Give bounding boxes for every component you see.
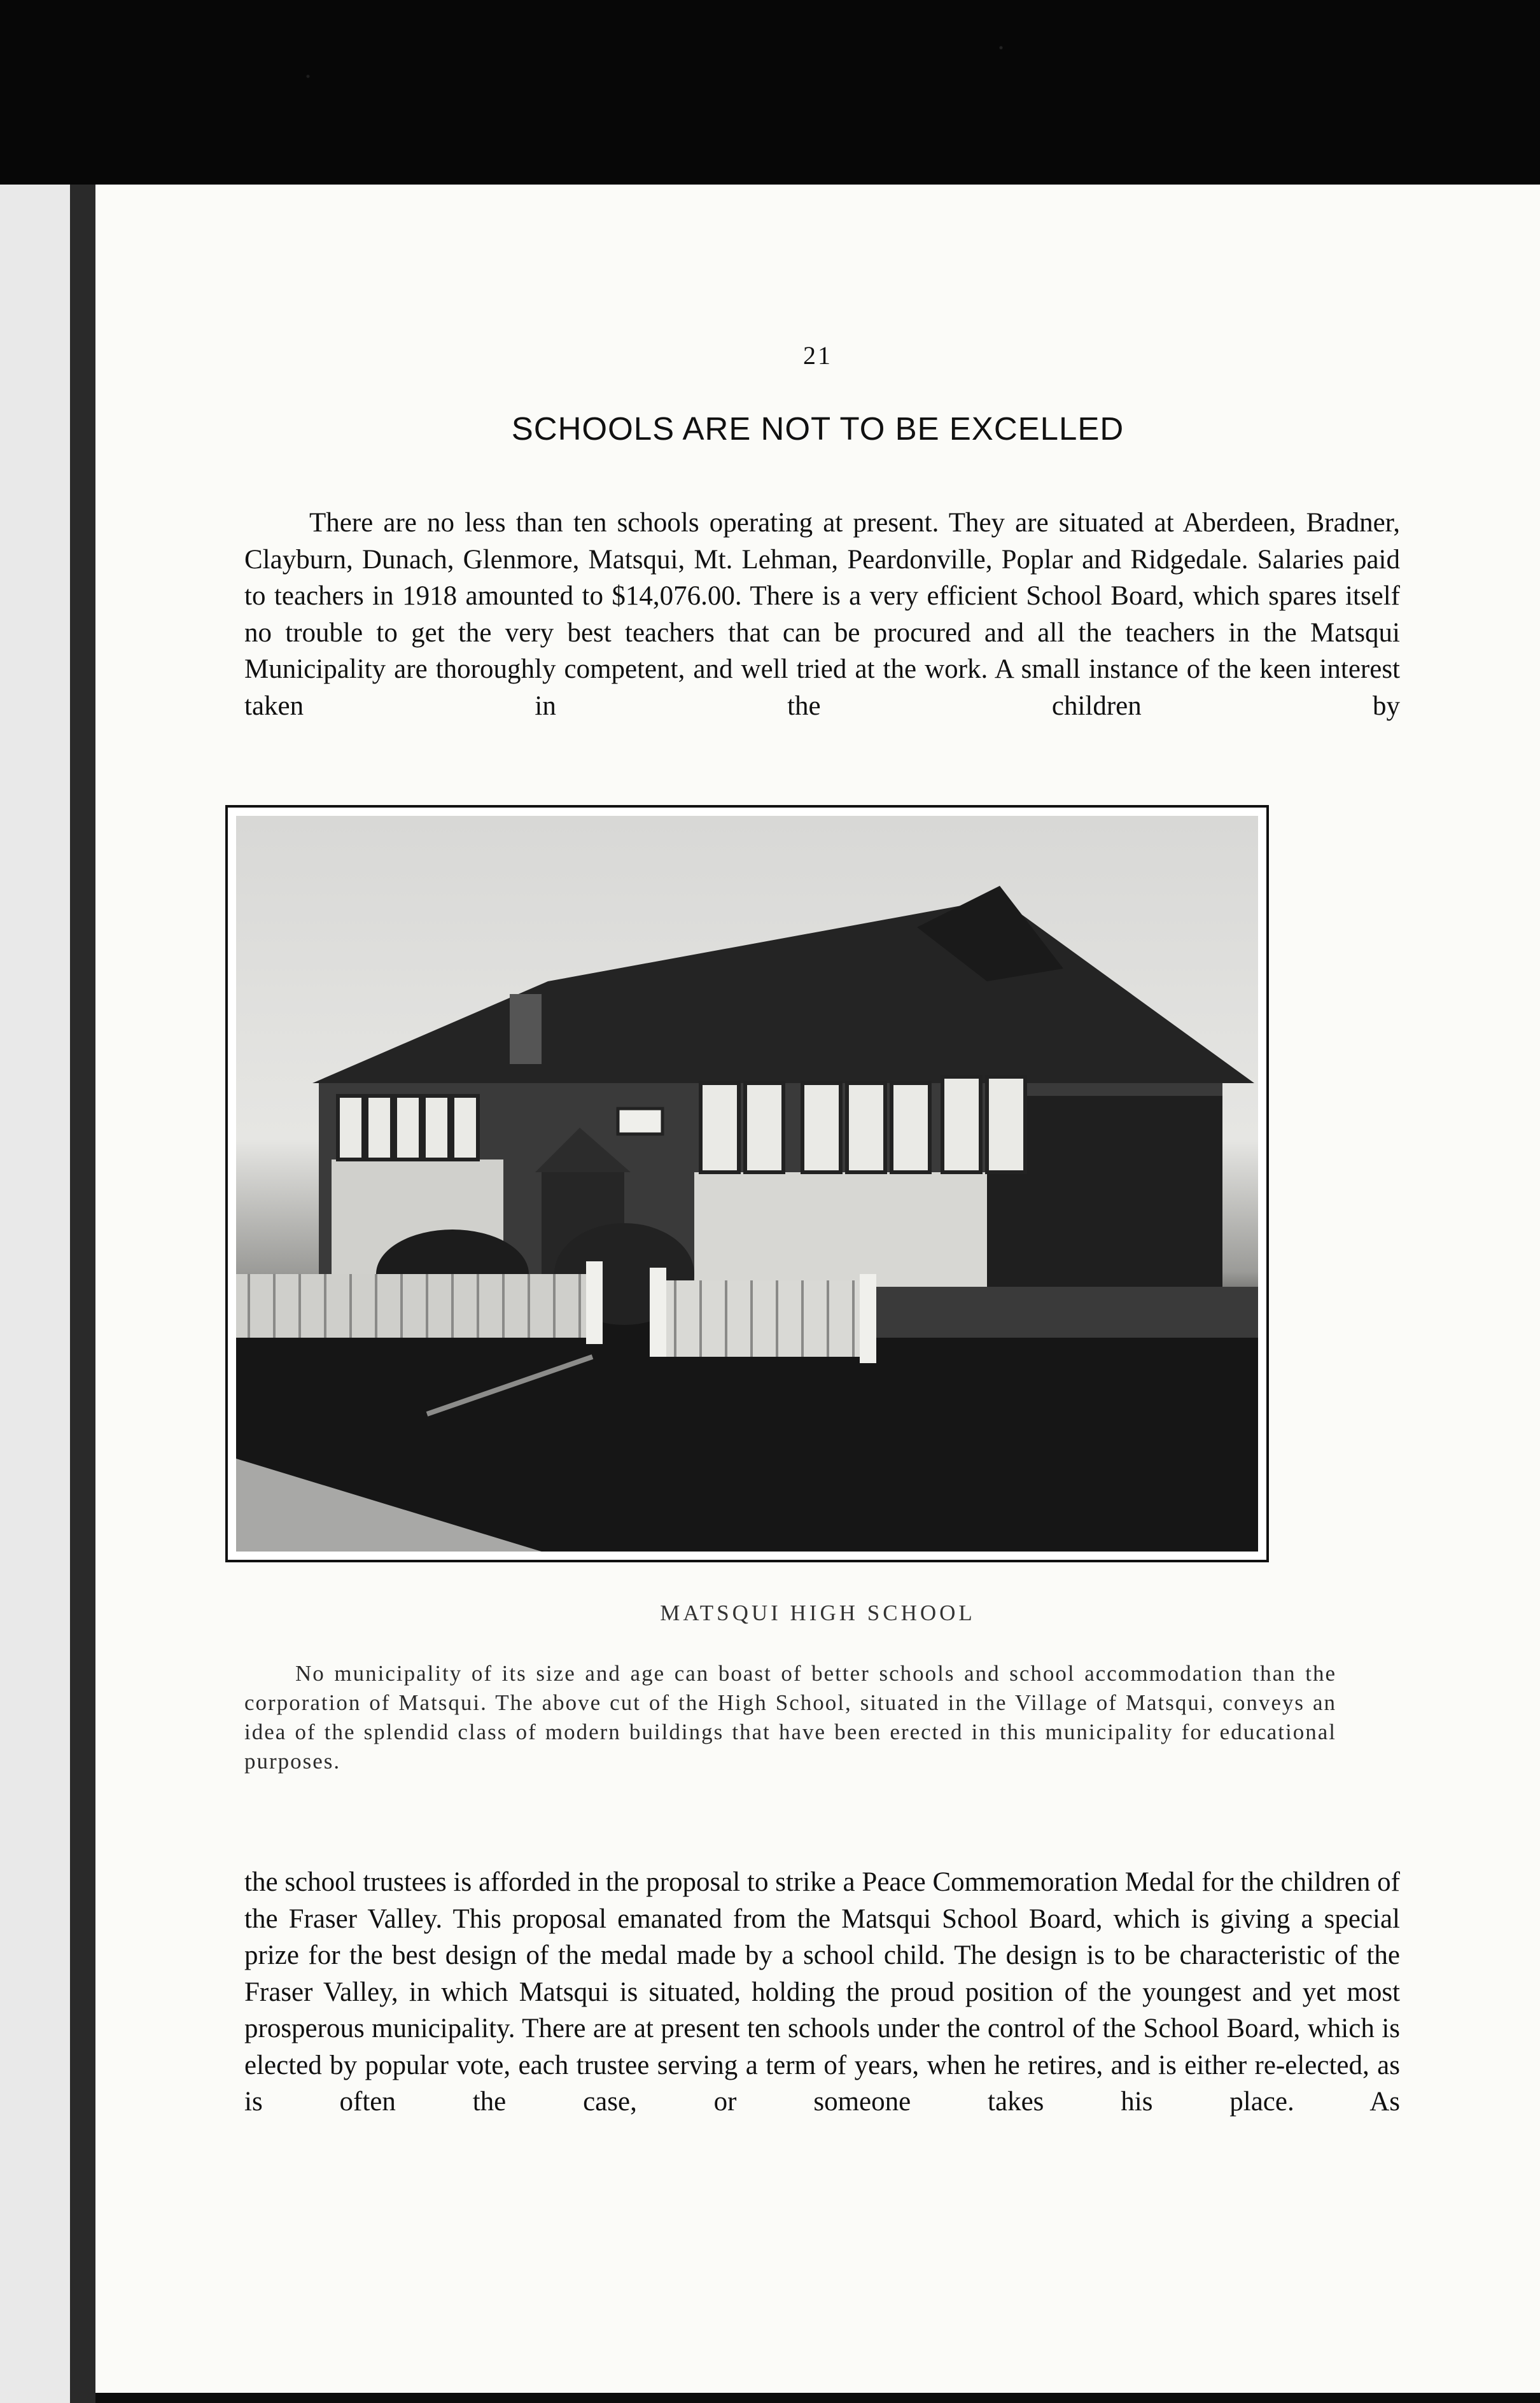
body-paragraph-1: There are no less than ten schools operating at present. They are situated at Aberdeen, Bradner, Clayburn, Dunach, Glenmore, Matsqui, Mt. Lehman, Peardonville, Poplar and Ridgedale. Salaries paid to teachers in 1918 amounted to $14,076.00. There is a very efficient School Board, which spares itself no trouble to get the very best teachers that can be procured and all the teachers in the Matsqui Municipality are thoroughly competent, and well tried at the work. A small instance of the keen interest taken in the children by (244, 508, 1400, 721)
page-title: SCHOOLS ARE NOT TO BE EXCELLED (511, 410, 1124, 447)
school-photograph (236, 816, 1258, 1552)
photo-caption-text: No municipality of its size and age can boast of better schools and school accommodation than the corporation of Matsqui. The above cut of the High School, situated in the Village of Matsqui, conveys an idea of the splendid class of modern buildings that have been erected in this municipality for educational purposes. (244, 1661, 1336, 1774)
book-page (95, 185, 1540, 2393)
scan-background-top (0, 0, 1540, 191)
school-photograph-frame (225, 805, 1269, 1562)
page-number: 21 (803, 341, 832, 370)
school-building-illustration (236, 816, 1258, 1552)
body-paragraph-2: the school trustees is afforded in the proposal to strike a Peace Commemoration Medal for the children of the Fraser Valley. This proposal emanated from the Matsqui School Board, which is giving a special prize for the best design of the medal made by a school child. The design is to be characteristic of the Fraser Valley, in which Matsqui is situated, holding the proud position of the youngest and yet most prosperous municipality. There are at present ten schools under the control of the School Board, which is elected by popular vote, each trustee serving a term of years, when he retires, and is either re-elected, as is often the case, or someone takes his place. As (244, 1867, 1400, 2117)
photo-caption-title: MATSQUI HIGH SCHOOL (660, 1601, 976, 1625)
book-spine-edge (0, 185, 95, 2403)
